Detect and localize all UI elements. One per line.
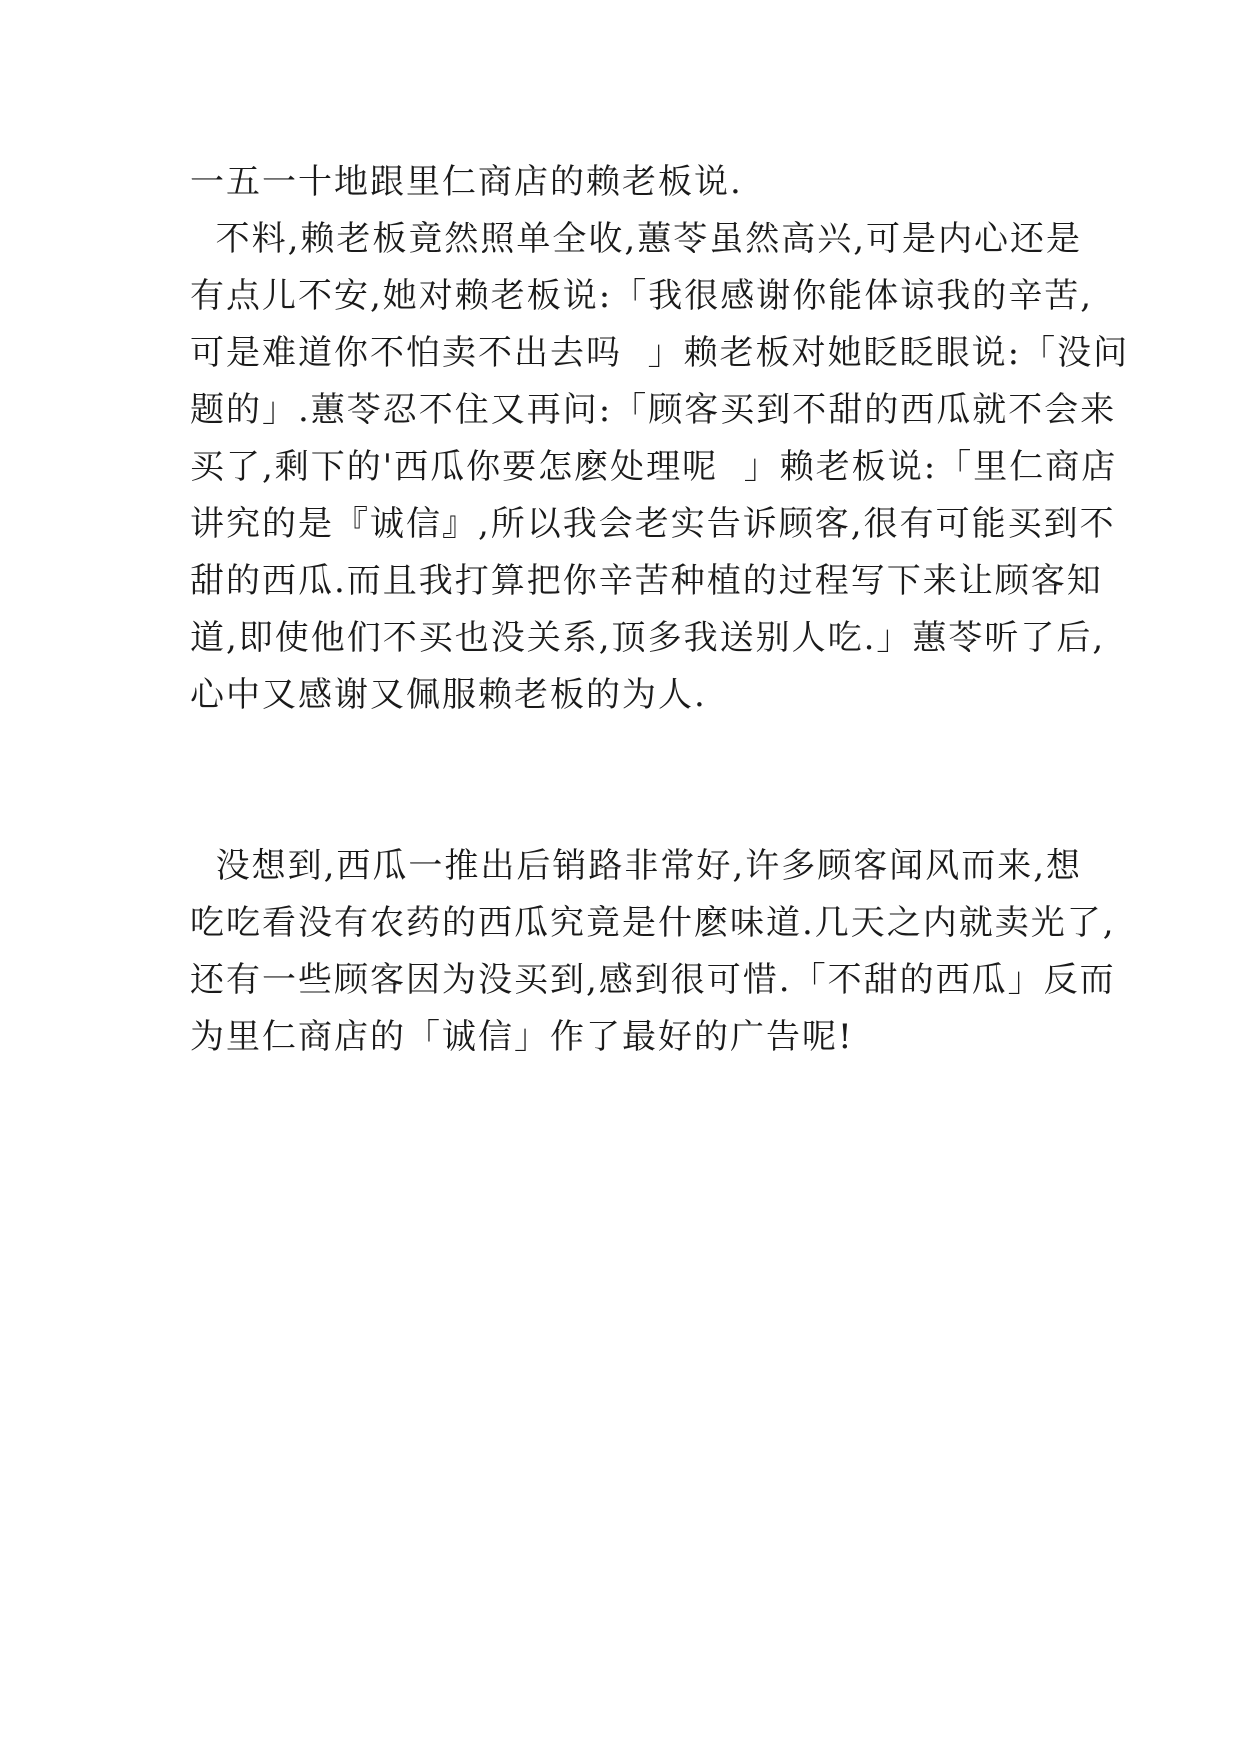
text-line: 甜的西瓜.而且我打算把你辛苦种植的过程写下来让顾客知 [190, 561, 1103, 601]
text-line: 心中又感谢又佩服赖老板的为人. [190, 675, 707, 715]
text-line: 没想到,西瓜一推出后销路非常好,许多顾客闻风而来,想 [190, 846, 1083, 886]
text-line: 道,即使他们不买也没关系,顶多我送别人吃.」蕙苓听了后, [190, 618, 1106, 658]
text-line: 吃吃看没有农药的西瓜究竟是什麽味道.几天之内就卖光了, [190, 903, 1116, 943]
text-line: 有点儿不安,她对赖老板说:「我很感谢你能体谅我的辛苦, [190, 276, 1094, 316]
text-line: 为里仁商店的「诚信」作了最好的广告呢! [190, 1017, 854, 1057]
story-paragraph-1 [190, 154, 1130, 724]
story-paragraph-2 [190, 838, 1116, 1066]
text-line: 不料,赖老板竟然照单全收,蕙苓虽然高兴,可是内心还是 [190, 219, 1083, 259]
text-line: 可是难道你不怕卖不出去吗 」赖老板对她眨眨眼说:「没问 [190, 333, 1130, 373]
text-line: 买了,剩下的'西瓜你要怎麽处理呢 」赖老板说:「里仁商店 [190, 447, 1118, 487]
text-line: 还有一些顾客因为没买到,感到很可惜.「不甜的西瓜」反而 [190, 960, 1116, 1000]
text-line: 讲究的是『诚信』,所以我会老实告诉顾客,很有可能买到不 [190, 504, 1116, 544]
text-line: 一五一十地跟里仁商店的赖老板说. [190, 162, 743, 202]
text-line: 题的」.蕙苓忍不住又再问:「顾客买到不甜的西瓜就不会来 [190, 390, 1117, 430]
